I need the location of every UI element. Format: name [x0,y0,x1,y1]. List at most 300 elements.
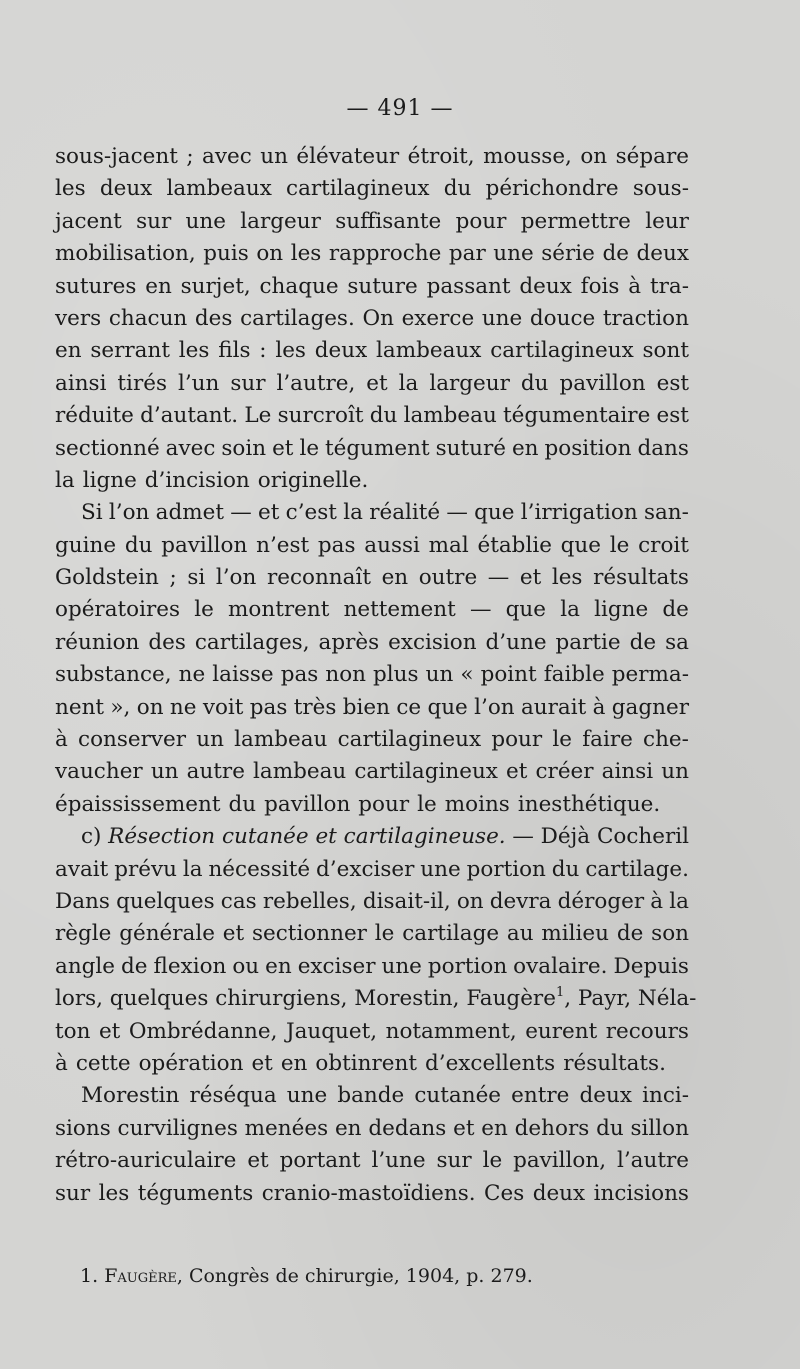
body-text [55,141,697,1210]
text-line [55,368,689,400]
word: en [280,1050,308,1076]
word: lambeau [403,403,497,429]
word: en [55,338,82,364]
text-line [55,335,689,367]
word: un [196,727,224,753]
footnote-text: , Congrès de chirurgie, 1904, p. 279. [176,1265,533,1287]
word: pas [280,662,319,688]
word: suffisante [335,208,442,234]
word: opératoires [55,597,181,623]
word: curvilignes [117,1115,238,1141]
word: l’on [215,565,257,591]
footnote-number: 1. [80,1265,99,1287]
word: le [417,791,437,817]
word: lambeau [234,727,328,753]
word: pavillon [264,791,351,817]
footnote [80,1264,533,1288]
word: pour [455,208,507,234]
text-line [55,1016,689,1048]
word: entre [511,1083,570,1109]
word: recours [605,1018,689,1044]
word: une [185,208,226,234]
word: reconnaît [266,565,371,591]
word: pavillon, [513,1148,607,1174]
word: après [318,629,380,655]
word: d’incision [144,467,250,493]
word: croit [638,532,689,558]
word: les [290,241,322,267]
word: on [580,144,608,169]
word: un [150,759,179,785]
word: du [228,791,257,817]
text-line [55,724,689,756]
word: ainsi [601,759,654,785]
word: du [520,370,549,396]
word: pour [358,791,410,817]
word: portion [427,953,508,979]
word: admet [155,500,224,526]
word: du [124,532,153,558]
word: en [265,953,292,979]
text-line [55,303,689,335]
word: dans [637,435,689,461]
word: deux [579,1083,632,1109]
word: portant [279,1148,361,1174]
word: ton [55,1018,91,1044]
word: Jauquet, [285,1018,378,1044]
word: série [541,241,595,267]
word: est [656,370,689,396]
word: bien [342,694,390,720]
word: de [629,629,657,655]
word: cartilagineux [337,727,482,753]
word: Morestin [81,1083,180,1109]
word: prévu [114,856,177,882]
text-line [55,659,689,691]
word: en [511,435,539,461]
word: rebelles, [262,888,357,914]
word: et [366,370,388,396]
word: suturé [435,435,506,461]
word: « [460,662,474,688]
word: tégumentaire [503,403,651,429]
word: sur [136,208,172,234]
word: cutanée [414,1083,502,1109]
word: pas [249,694,288,720]
text-line [55,1080,689,1112]
word: partie [555,629,621,655]
word: une [493,241,534,267]
word: ainsi [55,370,107,396]
word: dehors [514,1115,590,1141]
word: ligne [594,597,649,623]
word: — [446,500,468,526]
word: et [258,500,280,526]
text-line [55,1178,689,1210]
word: l’une [371,1148,426,1174]
word: est [656,403,689,429]
word: les [98,1180,130,1206]
word: sillon [630,1115,689,1141]
word: inesthétique. [517,791,661,817]
word: nettement [343,597,456,623]
word: cartilagineux [286,176,430,202]
text-line [55,271,689,303]
footnote-reference: 1 [555,985,565,1001]
word: aussi [364,532,420,558]
section-letter: c) [81,824,102,850]
word: voit [202,694,244,720]
word: d’autant. [140,403,239,429]
text-line [55,465,689,497]
text-line [55,918,689,950]
word: fois [580,273,620,299]
word: d’exciser [316,856,415,882]
word: rétro-auriculaire [55,1148,237,1174]
text-line [55,951,689,983]
word: à [628,273,642,299]
word: vaucher [55,759,143,785]
word: Goldstein [55,565,159,591]
word: établie [477,532,552,558]
word: avec [202,144,252,169]
word: cartilages. [240,305,355,331]
word: l’un [177,370,220,396]
word: ligne [82,467,137,493]
word: ne [178,662,206,688]
word: avait [55,856,109,882]
word: largeur [240,208,321,234]
word: devra [489,888,552,914]
text-line [55,692,689,724]
word: position [544,435,632,461]
word: à [650,888,664,914]
word: sectionné [55,435,160,461]
word: les [551,565,583,591]
word: moins [444,791,510,817]
word: Dans [55,888,110,914]
text-line [55,141,689,173]
word: ; [186,144,194,169]
word: créer [535,759,594,785]
text-line [55,497,689,529]
word: étroit, [407,144,475,169]
word: ce [396,694,422,720]
word: tra- [649,273,689,299]
word: milieu [541,921,609,947]
word: outre [418,565,478,591]
word: la [55,467,75,493]
word: l’autre [616,1148,689,1174]
word: surcroît [277,403,364,429]
word: autre [186,759,245,785]
word: passant [426,273,511,299]
word: sectionner [252,921,367,947]
word: périchondre [485,176,619,202]
word: permettre [520,208,631,234]
word: guine [55,532,117,558]
word: pavillon [559,370,646,396]
word: un [425,662,454,688]
word: obtinrent [315,1050,417,1076]
text-line [55,594,689,626]
word: un [260,144,288,169]
word: fils [218,338,251,364]
word: exciser [297,953,376,979]
word: ; [169,565,177,591]
word: lambeaux [376,338,482,364]
word: chacun [108,305,188,331]
text-line [55,400,689,432]
word: notamment, [385,1018,517,1044]
word: que [474,500,515,526]
word: en [381,565,409,591]
word: faire [582,727,633,753]
word: du [369,403,398,429]
word: Si [81,500,103,526]
text-line-with-footnote-ref [55,983,697,1015]
word: perma- [611,662,689,688]
word: lambeau [253,759,347,785]
text-line [55,1048,689,1080]
word: cranio-mastoïdiens. [261,1180,476,1206]
word: originelle. [257,467,369,493]
word: épaississement [55,791,221,817]
text-line [55,854,689,886]
footnote-author: Faugère [104,1265,177,1287]
section-heading: Résection cutanée et cartilagineuse. [108,824,506,850]
word: de [616,921,644,947]
text-line [55,173,689,205]
word: traction [602,305,689,331]
word: l’irrigation [520,500,638,526]
word: cas [220,888,257,914]
word: Le [244,403,272,429]
word: excision [388,629,477,655]
word: sur [436,1148,472,1174]
word: tégument [325,435,430,461]
word: avec [165,435,216,461]
word: montrent [228,597,330,623]
word: deux [99,176,153,202]
word: soin [221,435,267,461]
word: deux [519,273,572,299]
word: l’autre, [276,370,356,396]
word: résultats [593,565,689,591]
word: laisse [212,662,274,688]
word: ne [169,694,197,720]
word: menées [244,1115,329,1141]
word: une [381,953,422,979]
word: le [482,1148,503,1174]
word: — [230,500,252,526]
word: dedans [368,1115,447,1141]
word: eurent [525,1018,598,1044]
text-line-with-heading [55,821,689,853]
word: nent [55,694,105,720]
word: et [272,435,294,461]
word: Ombrédanne, [128,1018,278,1044]
word: Ces [484,1180,525,1206]
word: le [194,597,214,623]
word: : [259,338,267,364]
word: sur [55,1180,91,1206]
text-fragment: — Déjà Cocheril [512,824,689,850]
word: — [469,597,492,623]
word: exerce [401,305,475,331]
word: du [443,176,472,202]
word: téguments [137,1180,254,1206]
word: flexion [153,953,227,979]
text-fragment: , Payr, Néla- [564,986,697,1012]
word: en [145,273,172,299]
text-line [55,627,689,659]
word: substance, [55,662,172,688]
word: et [453,1115,475,1141]
word: chaque [259,273,339,299]
word: cartilagineux [354,759,498,785]
word: sutures [55,273,137,299]
word: les [275,338,306,364]
word: une [481,305,523,331]
word: un [661,759,689,785]
word: deux [314,338,368,364]
word: point [480,662,537,688]
word: faible [543,662,605,688]
word: le [609,532,630,558]
word: son [651,921,689,947]
word: che- [643,727,689,753]
word: et [98,1018,121,1044]
word: résultats. [563,1050,666,1076]
word: déroger [557,888,645,914]
word: des [194,305,233,331]
word: du [596,1115,624,1141]
word: sa [665,629,689,655]
word: mousse, [483,144,572,169]
word: que [427,694,468,720]
word: gagner [611,694,689,720]
word: et [519,565,542,591]
word: et [251,1050,273,1076]
word: suture [347,273,418,299]
word: le [552,727,572,753]
word: plus [373,662,419,688]
word: à [592,694,606,720]
word: non [325,662,366,688]
word: les [178,338,210,364]
text-line [55,206,689,238]
word: d’excellents [424,1050,556,1076]
word: que [560,532,602,558]
text-line [55,530,689,562]
word: réalité [369,500,441,526]
word: pas [317,532,356,558]
word: deux [532,1180,586,1206]
text-line [55,789,689,821]
word: par [448,241,486,267]
word: tirés [117,370,167,396]
word: en [334,1115,362,1141]
word: les [55,176,86,202]
word: l’on [108,500,150,526]
word: l’on [474,694,515,720]
word: lambeaux [166,176,272,202]
text-line [55,562,689,594]
word: la [398,370,419,396]
word: On [362,305,394,331]
word: quelques [116,888,215,914]
word: la [669,888,689,914]
word: pavillon [161,532,248,558]
word: mal [428,532,469,558]
word: cartilages, [194,629,310,655]
text-line [55,433,689,465]
word: une [286,1083,328,1109]
word: on [256,241,284,267]
word: rapproche [328,241,442,267]
word: des [148,629,186,655]
word: pour [491,727,543,753]
word: et [506,759,528,785]
word: nécessité [208,856,311,882]
word: sous- [632,176,689,202]
word: cartilagineux [490,338,634,364]
word: si [187,565,206,591]
word: règle [55,921,112,947]
word: leur [645,208,689,234]
word: au [506,921,534,947]
word: angle [55,953,116,979]
word: ovalaire. [513,953,608,979]
word: portion [466,856,546,882]
word: et [222,921,245,947]
word: la [560,597,580,623]
word: en [481,1115,508,1141]
word: n’est [256,532,310,558]
word: sépare [615,144,689,169]
text-line [55,886,689,918]
text-line [55,1145,689,1177]
word: ou [232,953,260,979]
word: on [136,694,164,720]
word: mobilisation, [55,241,196,267]
word: largeur [429,370,510,396]
word: incisions [593,1180,689,1206]
word: cette [75,1050,131,1076]
word: du [551,856,580,882]
word: c’est [285,500,337,526]
word: réséqua [189,1083,277,1109]
word: aurait [520,694,587,720]
word: serrant [90,338,170,364]
word: disait-il, [362,888,451,914]
word: vers [55,305,102,331]
word: sont [642,338,689,364]
word: inci- [642,1083,689,1109]
word: », [110,694,131,720]
word: on [456,888,484,914]
text-line [55,1113,689,1145]
word: très [293,694,337,720]
word: jacent [55,208,122,234]
page-number: — 491 — [346,96,454,121]
word: puis [203,241,249,267]
word: à [55,727,68,753]
word: le [374,921,395,947]
word: à [55,1050,68,1076]
word: de [602,241,629,267]
